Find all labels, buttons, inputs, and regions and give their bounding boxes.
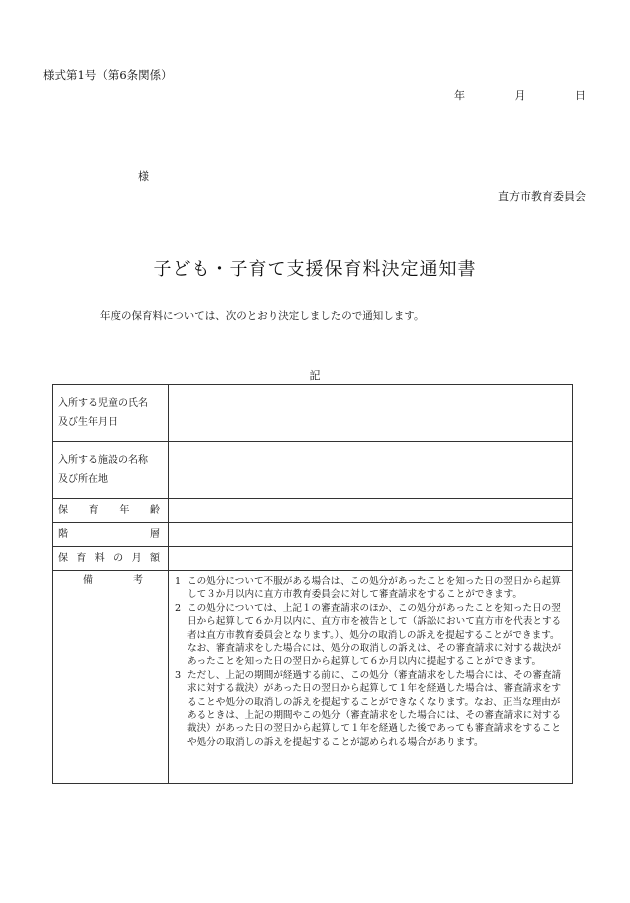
note-item	[175, 669, 566, 749]
decision-table	[52, 384, 573, 784]
kaiso-char: 層	[150, 529, 160, 540]
date-month: 月	[514, 89, 526, 102]
note-number: 1	[175, 576, 182, 587]
kaiso-char: 階	[58, 529, 68, 540]
table-row-notes	[53, 571, 573, 784]
table-row-hoiku	[53, 499, 573, 523]
addressee-suffix: 様	[138, 170, 149, 183]
fee-char: 額	[149, 553, 160, 564]
fee-char: 月	[131, 553, 142, 564]
kaiso-value	[169, 523, 573, 547]
hoiku-char: 保	[58, 505, 68, 516]
date-line	[428, 87, 586, 103]
note-number: 3	[175, 669, 182, 681]
table-row-child	[53, 385, 573, 442]
note-item	[175, 575, 566, 602]
facility-label-line1: 入所する施設の名称	[58, 455, 148, 466]
hoiku-char: 齢	[149, 505, 160, 516]
child-label-line2: 及び生年月日	[58, 417, 118, 428]
biko-char: 備	[83, 575, 93, 586]
table-row-kaiso	[53, 523, 573, 547]
issuer: 直方市教育委員会	[498, 190, 586, 203]
note-text: この処分について不服がある場合は、この処分があったことを知った日の翌日から起算して３か月以内に直方市教育委員会に対して審査請求をすることができます。	[187, 576, 561, 601]
child-value	[169, 385, 573, 442]
note-text: ただし、上記の期間が経過する前に、この処分（審査請求をした場合には、その審査請求に対する裁決）があった日の翌日から起算して１年を経過した場合は、審査請求をすることや処分の取消しの訴えを提起することができなくなります。なお、正当な理由があるときは、上記の期間やこの処分（審査請求をした場合には、その審査請求に対する裁決）があった日の翌日から起算して１年を経過した後であっても審査請求をすることや処分の取消しの訴えを提起することが認められる場合があります。	[187, 669, 562, 748]
kaiso-label	[53, 523, 169, 547]
table-row-fee	[53, 547, 573, 571]
child-label-line1: 入所する児童の氏名	[58, 398, 148, 409]
facility-value	[169, 442, 573, 499]
fee-value	[169, 547, 573, 571]
hoiku-value	[169, 499, 573, 523]
fee-char: 保	[58, 553, 68, 564]
biko-char: 考	[133, 575, 143, 586]
table-row-facility	[53, 442, 573, 499]
note-text: この処分については、上記１の審査請求のほか、この処分があったことを知った日の翌日から起算して６か月以内に、直方市を被告として（訴訟において直方市を代表とする者は直方市教育委員会となります。）、処分の取消しの訴えを提起することができます。なお、審査請求をした場合には、処分の取消しの訴えは、その審査請求に対する裁決があったことを知った日の翌日から起算して６か月以内に提起することができます。	[187, 602, 562, 668]
hoiku-char: 年	[119, 505, 130, 516]
child-label	[53, 385, 169, 442]
note-number: 2	[175, 602, 182, 614]
notes-label	[53, 571, 169, 784]
form-number: 様式第1号（第6条関係）	[43, 68, 173, 82]
facility-label	[53, 442, 169, 499]
intro-text: 年度の保育料については、次のとおり決定しましたので通知します。	[100, 310, 425, 322]
hoiku-char: 育	[88, 505, 99, 516]
notes-content	[169, 571, 573, 784]
page-title: 子ども・子育て支援保育料決定通知書	[153, 259, 477, 280]
fee-label	[53, 547, 169, 571]
date-year: 年	[454, 89, 465, 102]
fee-char: 料	[94, 553, 105, 564]
fee-char: の	[113, 553, 124, 564]
ki-heading: 記	[309, 369, 321, 382]
date-day: 日	[575, 89, 586, 102]
hoiku-label	[53, 499, 169, 523]
facility-label-line2: 及び所在地	[58, 474, 108, 485]
note-item	[175, 602, 566, 669]
fee-char: 育	[76, 553, 87, 564]
